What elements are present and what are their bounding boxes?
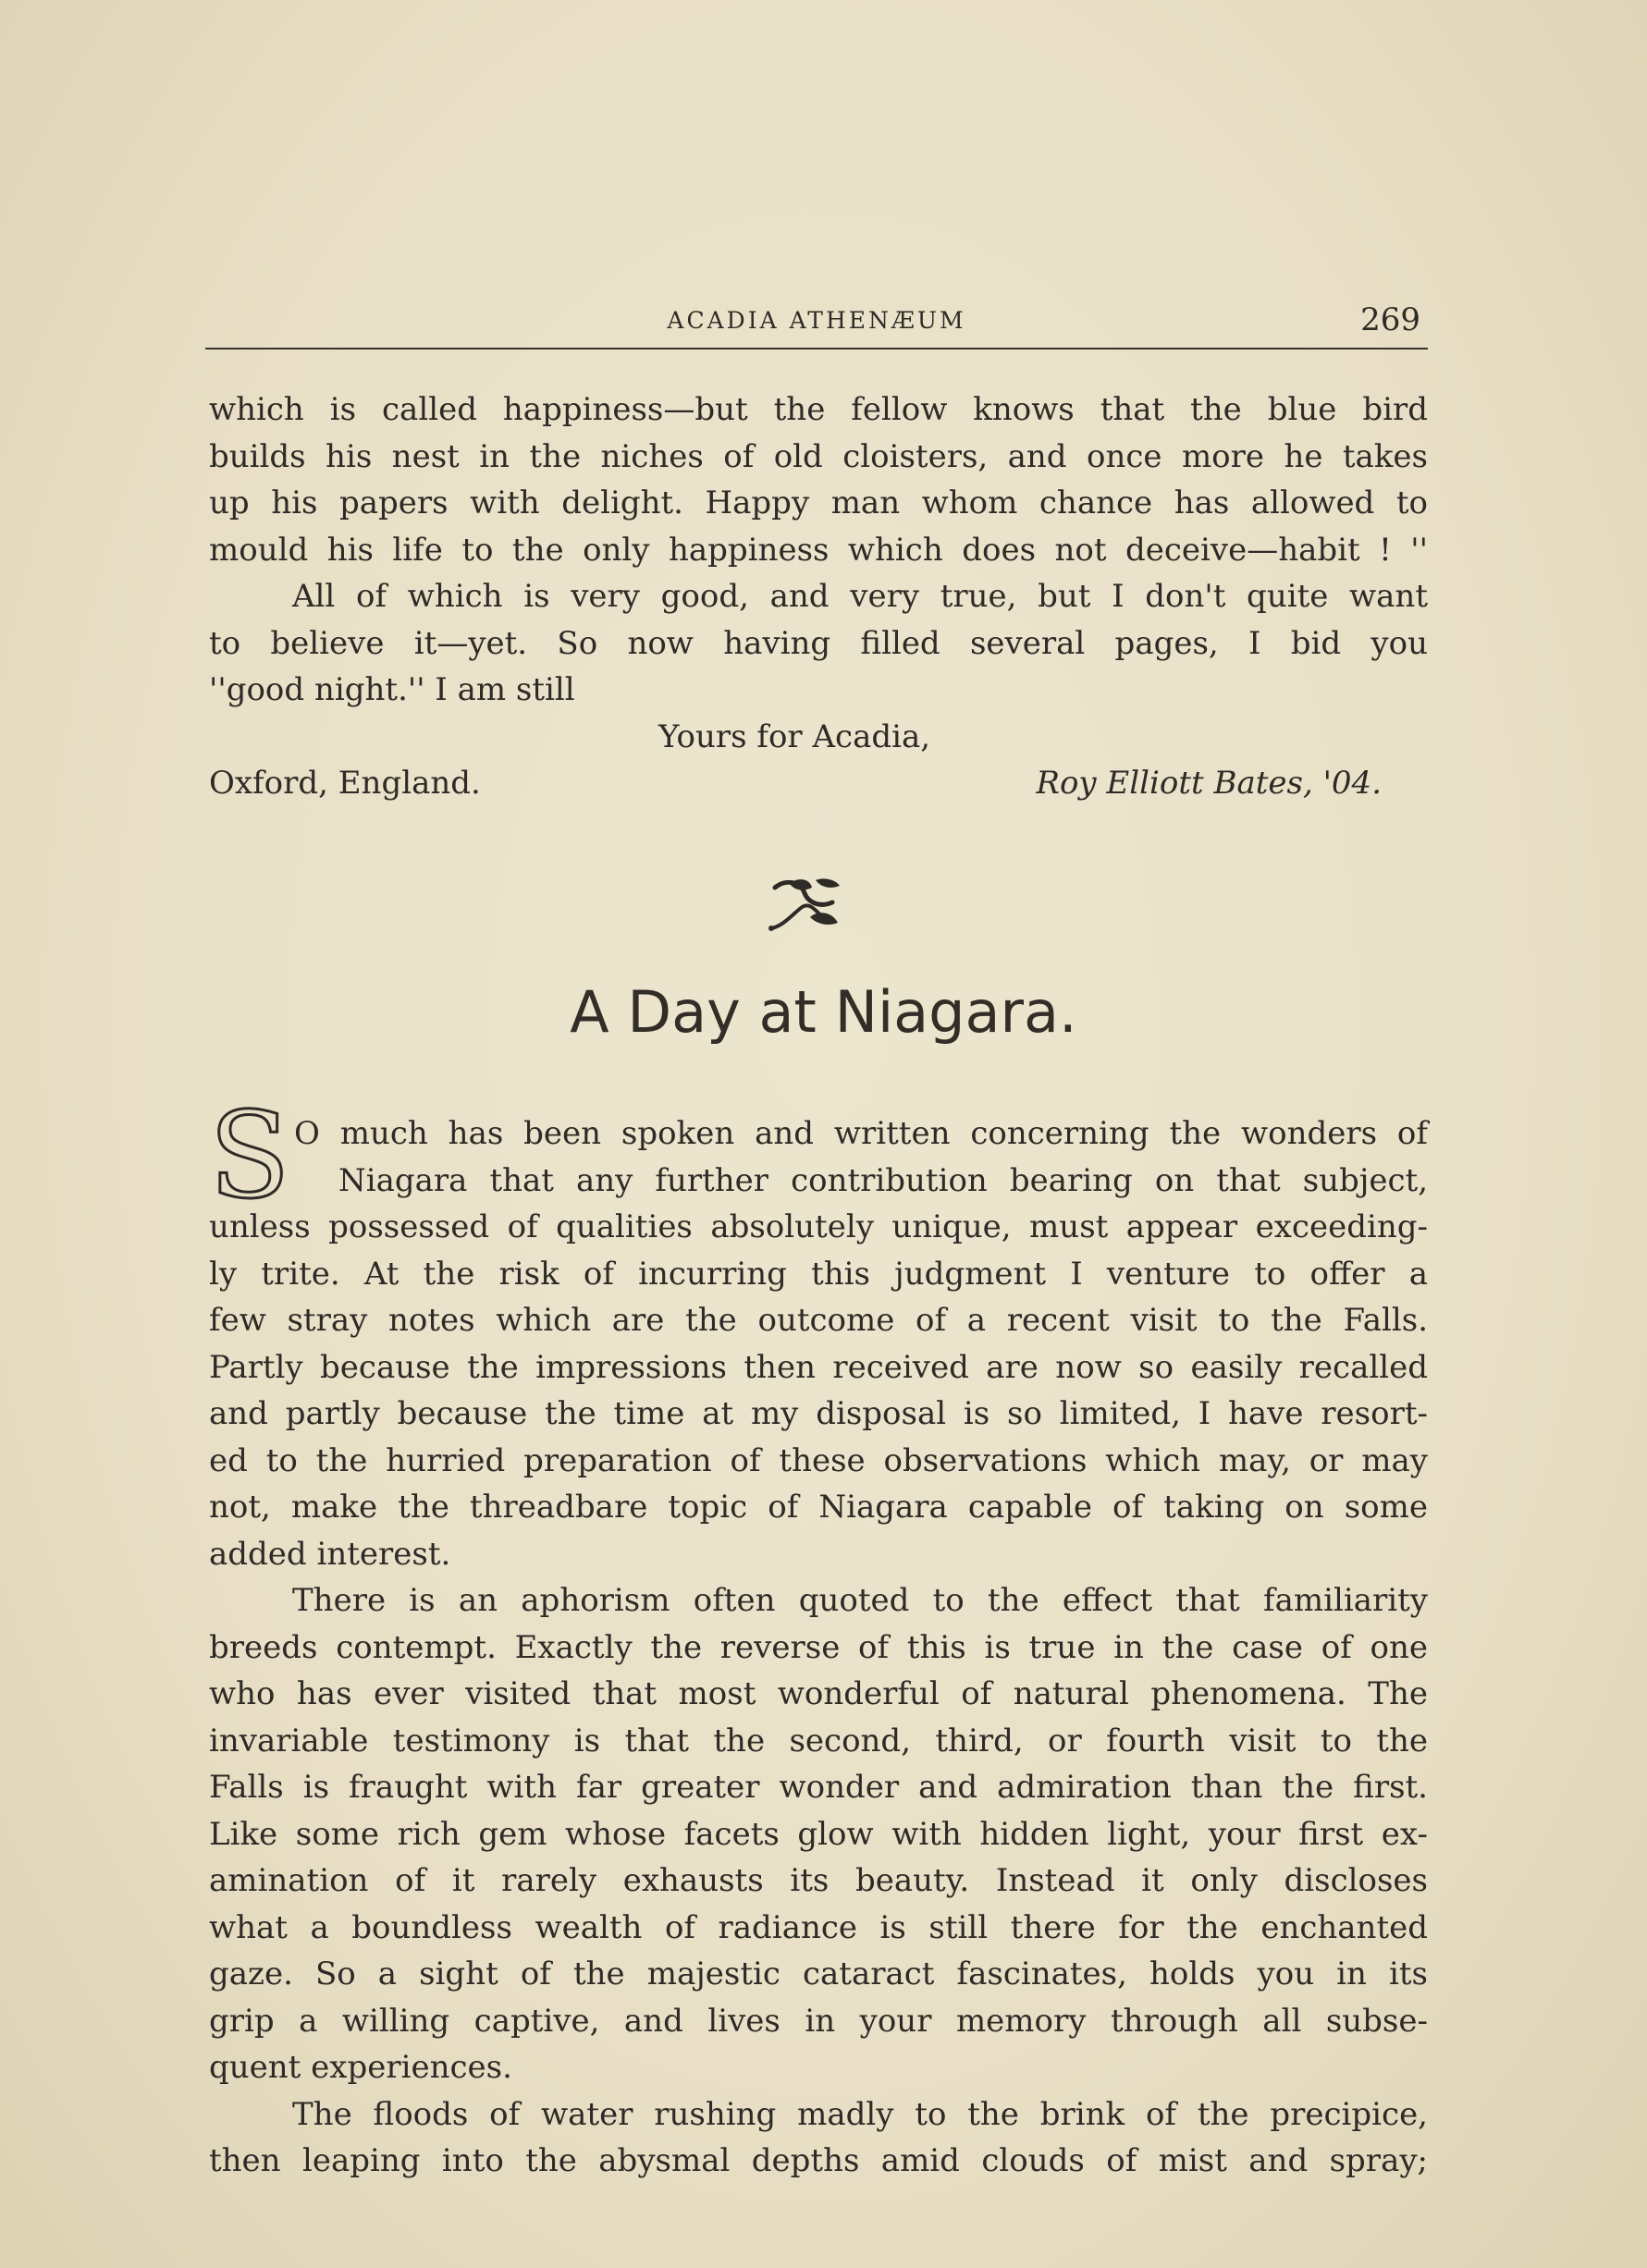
article-line: Falls is fraught with far greater wonder and admiration than the first. [209,1769,1428,1806]
drop-cap: S [209,1087,290,1225]
article-line: ed to the hurried preparation of these observations which may, or may [209,1441,1428,1479]
letter-line: up his papers with delight. Happy man whom chance has allowed to [209,484,1428,521]
article-line: Niagara that any further contribution bearing on that subject, [338,1161,1428,1199]
letter-signoff [209,760,1428,807]
page-number: 269 [1360,301,1420,338]
letter-line: All of which is very good, and very true, but I don't quite want [292,578,1428,615]
article-line: not, make the threadbare topic of Niagara capable of taking on some [209,1489,1428,1526]
article-line: quent experiences. [209,2049,512,2086]
article-line: and partly because the time at my disposal is so limited, I have resort- [209,1395,1428,1432]
article-line: gaze. So a sight of the majestic cataract fascinates, holds you in its [209,1955,1428,1992]
article-line: few stray notes which are the outcome of a recent visit to the Falls. [209,1302,1428,1339]
article-line: added interest. [209,1535,451,1573]
letter-line: to believe it—yet. So now having filled several pages, I bid you [209,624,1428,662]
letter-line: ''good night.'' I am still [209,671,575,708]
letter-closing: Yours for Acadia, [658,717,931,755]
article-opening [209,1110,1428,1204]
ornament-icon [758,875,851,939]
article-line: amination of it rarely exhausts its beauty. Instead it only discloses [209,1862,1428,1899]
article-line: grip a willing captive, and lives in your memory through all subse- [209,2002,1428,2040]
header-rule [205,348,1428,349]
letter-line: mould his life to the only happiness which does not deceive—habit ! '' [209,531,1428,569]
running-head: ACADIA ATHENÆUM [667,307,966,334]
article-line: who has ever visited that most wonderful of natural phenomena. The [209,1675,1428,1712]
article-line: breeds contempt. Exactly the reverse of this is true in the case of one [209,1628,1428,1666]
article-body [209,1204,1428,2185]
article-line: Partly because the impressions then received are now so easily recalled [209,1348,1428,1386]
article-line: ly trite. At the risk of incurring this judgment I venture to offer a [209,1255,1428,1293]
letter-signature: Roy Elliott Bates, '04. [1036,765,1382,802]
article-line: unless possessed of qualities absolutely unique, must appear exceeding- [209,1208,1428,1245]
page-header [205,294,1428,340]
article-line: O much has been spoken and written concerning the wonders of [294,1115,1428,1152]
letter-place: Oxford, England. [209,765,481,802]
letter-line: builds his nest in the niches of old cloisters, and once more he takes [209,437,1428,475]
article-line: Like some rich gem whose facets glow with hidden light, your first ex- [209,1815,1428,1853]
article-line: The floods of water rushing madly to the brink of the precipice, [292,2095,1428,2133]
article-title: A Day at Niagara. [570,978,1077,1046]
article-line: then leaping into the abysmal depths amid clouds of mist and spray; [209,2142,1428,2179]
article-line: There is an aphorism often quoted to the effect that familiarity [292,1582,1428,1619]
article-line: invariable testimony is that the second, third, or fourth visit to the [209,1722,1428,1759]
article-line: what a boundless wealth of radiance is still there for the enchanted [209,1908,1428,1946]
letter-line: which is called happiness—but the fellow knows that the blue bird [209,391,1428,428]
letter-text [209,386,1428,807]
